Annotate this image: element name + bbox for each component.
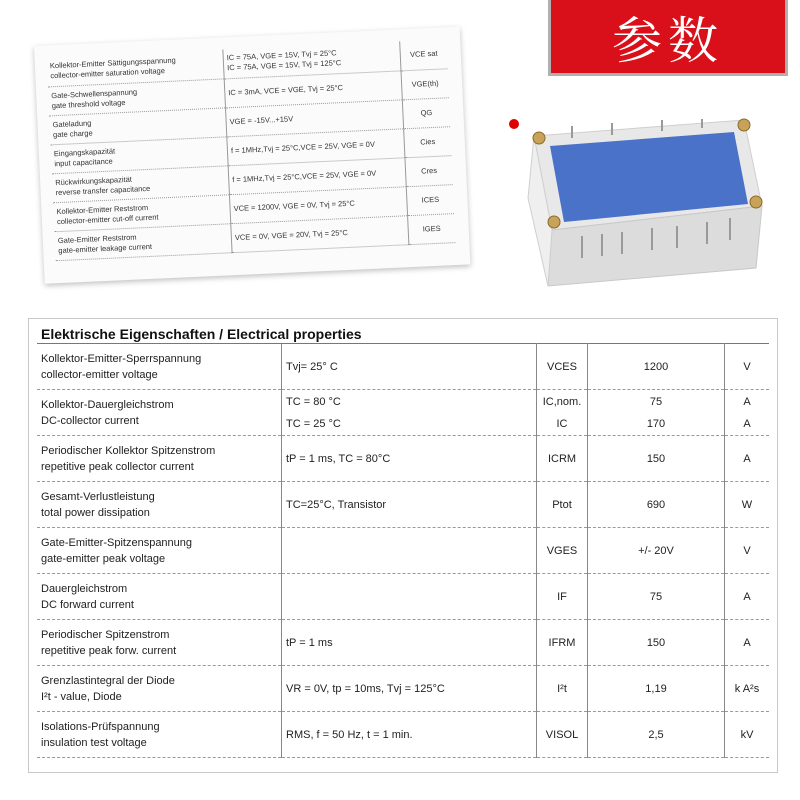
param-symbol: IF — [537, 574, 588, 620]
param-condition: VCE = 0V, VGE = 20V, Tvj = 25°C — [231, 215, 409, 252]
param-name: Periodischer Spitzenstrom repetitive peak forw. current — [37, 620, 282, 666]
param-condition: tP = 1 ms — [282, 620, 537, 666]
param-symbol: VCE sat — [400, 39, 448, 70]
param-condition: IC = 3mA, VCE = VGE, Tvj = 25°C — [224, 70, 402, 107]
table-row — [37, 482, 769, 528]
param-unit: V — [725, 528, 770, 574]
screw-hole-icon — [750, 196, 762, 208]
screw-hole-icon — [533, 132, 545, 144]
param-value: 150 — [588, 620, 725, 666]
param-symbol: IGES — [408, 213, 456, 244]
table-row — [37, 620, 769, 666]
igbt-module-image — [512, 118, 764, 288]
param-name: Gate-Emitter Reststrom gate-emitter leakage current — [54, 223, 232, 260]
param-condition: TC=25°C, Transistor — [282, 482, 537, 528]
param-name: Dauergleichstrom DC forward current — [37, 574, 282, 620]
param-value: +/- 20V — [588, 528, 725, 574]
param-unit: A A — [725, 390, 770, 436]
param-condition: f = 1MHz,Tvj = 25°C,VCE = 25V, VGE = 0V — [227, 128, 405, 165]
param-value: 2,5 — [588, 712, 725, 758]
param-name: Rückwirkungskapazität reverse transfer capacitance — [52, 165, 230, 202]
param-symbol: Cres — [405, 155, 453, 186]
table-row — [37, 390, 769, 436]
param-unit: k A²s — [725, 666, 770, 712]
table-row — [37, 436, 769, 482]
param-condition: VGE = -15V...+15V — [225, 99, 403, 136]
param-value: 150 — [588, 436, 725, 482]
param-condition: RMS, f = 50 Hz, t = 1 min. — [282, 712, 537, 758]
param-name: Kollektor-Emitter-Sperrspannung collector-emitter voltage — [37, 344, 282, 390]
title-banner — [548, 0, 788, 76]
param-condition: f = 1MHz,Tvj = 25°C,VCE = 25V, VGE = 0V — [228, 157, 406, 194]
param-name: Isolations-Prüfspannung insulation test voltage — [37, 712, 282, 758]
param-condition: TC = 80 °C TC = 25 °C — [282, 390, 537, 436]
param-symbol: I²t — [537, 666, 588, 712]
table-row — [37, 666, 769, 712]
param-name: Gesamt-Verlustleistung total power dissipation — [37, 482, 282, 528]
param-symbol: IC,nom. IC — [537, 390, 588, 436]
param-value: 75 170 — [588, 390, 725, 436]
param-unit: A — [725, 620, 770, 666]
param-name: Grenzlastintegral der Diode I²t - value, Diode — [37, 666, 282, 712]
param-symbol: VGES — [537, 528, 588, 574]
param-name: Gateladung gate charge — [49, 107, 227, 144]
param-name: Eingangskapazität input capacitance — [50, 136, 228, 173]
screw-hole-icon — [548, 216, 560, 228]
param-unit: A — [725, 436, 770, 482]
param-symbol: ICRM — [537, 436, 588, 482]
param-name: Gate-Schwellenspannung gate threshold voltage — [48, 78, 226, 115]
param-unit: A — [725, 574, 770, 620]
param-symbol: IFRM — [537, 620, 588, 666]
datasheet-excerpt — [34, 27, 470, 284]
param-symbol: VCES — [537, 344, 588, 390]
param-condition — [282, 528, 537, 574]
param-symbol: Ptot — [537, 482, 588, 528]
param-condition: tP = 1 ms, TC = 80°C — [282, 436, 537, 482]
excerpt-table — [47, 39, 456, 260]
table-title: Elektrische Eigenschaften / Electrical properties — [41, 326, 362, 342]
param-symbol: VGE(th) — [401, 68, 449, 99]
param-value: 690 — [588, 482, 725, 528]
screw-hole-icon — [738, 119, 750, 131]
table-row — [37, 344, 769, 390]
param-condition: Tvj= 25° C — [282, 344, 537, 390]
param-unit: V — [725, 344, 770, 390]
param-symbol: ICES — [406, 184, 454, 215]
param-name: Periodischer Kollektor Spitzenstrom repetitive peak collector current — [37, 436, 282, 482]
param-condition: VR = 0V, tp = 10ms, Tvj = 125°C — [282, 666, 537, 712]
param-name: Gate-Emitter-Spitzenspannung gate-emitter peak voltage — [37, 528, 282, 574]
param-name: Kollektor-Emitter Sättigungsspannung collector-emitter saturation voltage — [47, 49, 225, 86]
param-value: 1,19 — [588, 666, 725, 712]
param-symbol: Cies — [404, 126, 452, 157]
banner-title: 参数 — [612, 11, 724, 70]
param-symbol: QG — [402, 97, 450, 128]
param-name: Kollektor-Dauergleichstrom DC-collector current — [37, 390, 282, 436]
param-condition: IC = 75A, VGE = 15V, Tvj = 25°C IC = 75A, VGE = 15V, Tvj = 125°C — [223, 41, 401, 78]
table-row — [37, 574, 769, 620]
table-row — [37, 528, 769, 574]
param-value: 75 — [588, 574, 725, 620]
param-value: 1200 — [588, 344, 725, 390]
table-row — [37, 712, 769, 758]
electrical-properties-table — [37, 343, 769, 758]
param-unit: W — [725, 482, 770, 528]
electrical-properties-panel — [28, 318, 778, 773]
param-symbol: VISOL — [537, 712, 588, 758]
param-condition: VCE = 1200V, VGE = 0V, Tvj = 25°C — [229, 186, 407, 223]
param-condition — [282, 574, 537, 620]
param-unit: kV — [725, 712, 770, 758]
param-name: Kollektor-Emitter Reststrom collector-emitter cut-off current — [53, 194, 231, 231]
